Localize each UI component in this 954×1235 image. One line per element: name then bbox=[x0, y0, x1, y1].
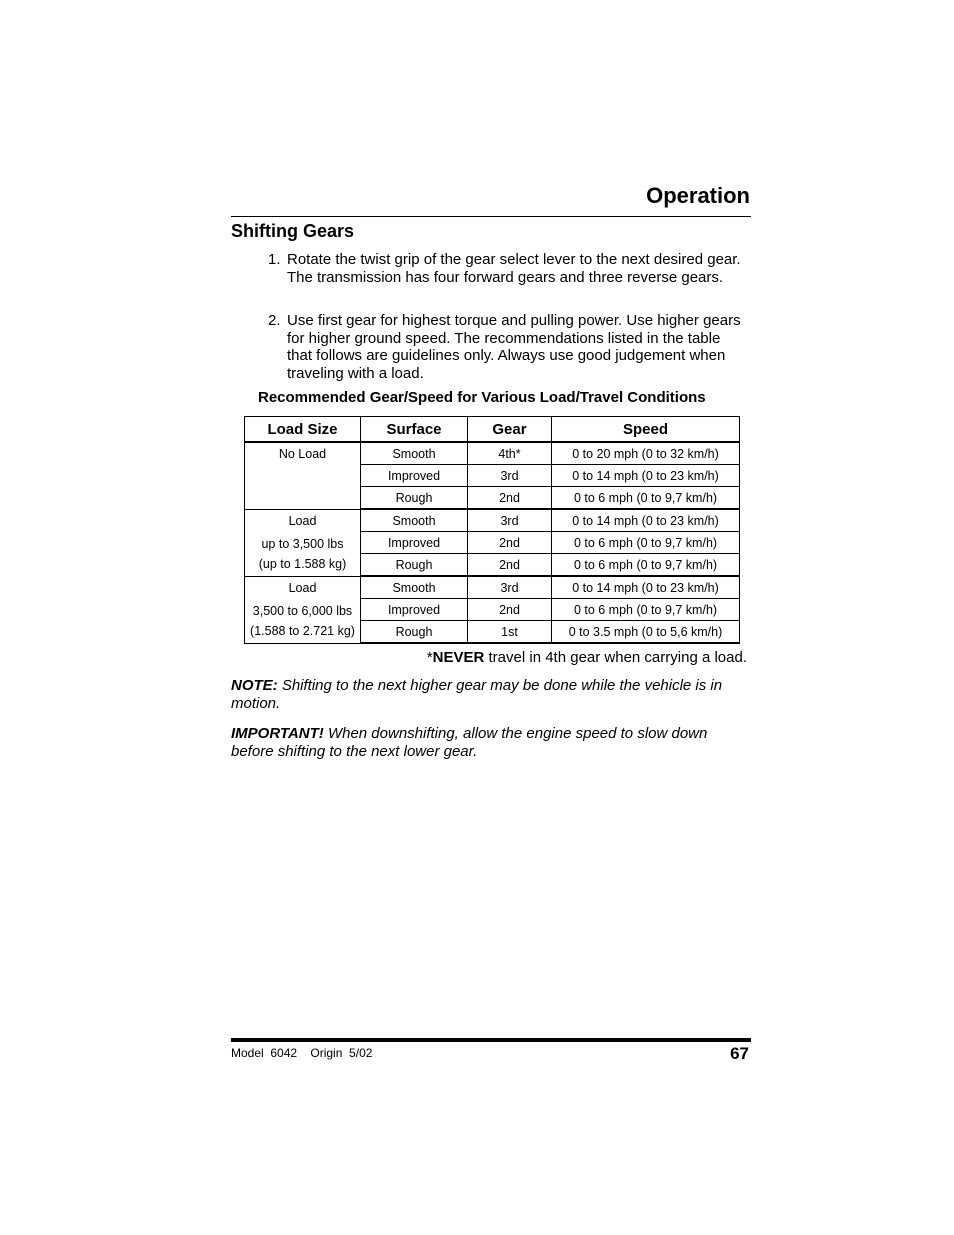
load-size-cell bbox=[245, 442, 361, 509]
step-number: 2. bbox=[268, 312, 281, 329]
surface-cell: Improved bbox=[361, 532, 468, 554]
load-line: up to 3,500 lbs bbox=[261, 536, 344, 551]
header-surface: Surface bbox=[361, 417, 468, 443]
load-line: Load bbox=[288, 513, 317, 528]
table-caption: Recommended Gear/Speed for Various Load/Travel Conditions bbox=[258, 389, 706, 406]
step-2 bbox=[268, 312, 748, 382]
step-number: 1. bbox=[268, 251, 281, 268]
page-number: 67 bbox=[730, 1044, 749, 1063]
gear-speed-table bbox=[244, 416, 740, 644]
table-row bbox=[245, 442, 740, 465]
load-line: (1.588 to 2.721 kg) bbox=[250, 623, 355, 638]
gear-cell: 1st bbox=[468, 621, 552, 644]
speed-cell: 0 to 3.5 mph (0 to 5,6 km/h) bbox=[552, 621, 740, 644]
important-text: When downshifting, allow the engine speed to slow down before shifting to the next lower gear. bbox=[231, 725, 708, 760]
surface-cell: Rough bbox=[361, 487, 468, 510]
page-header-title: Operation bbox=[646, 183, 750, 208]
footnote-asterisk: * bbox=[426, 649, 433, 666]
header-gear: Gear bbox=[468, 417, 552, 443]
surface-cell: Smooth bbox=[361, 509, 468, 532]
load-size-cell bbox=[245, 509, 361, 576]
note-label: NOTE: bbox=[231, 677, 278, 694]
gear-cell: 3rd bbox=[468, 465, 552, 487]
gear-cell: 4th* bbox=[468, 442, 552, 465]
surface-cell: Smooth bbox=[361, 442, 468, 465]
speed-cell: 0 to 20 mph (0 to 32 km/h) bbox=[552, 442, 740, 465]
header-load-size: Load Size bbox=[245, 417, 361, 443]
load-line: Load bbox=[288, 580, 317, 595]
table-footnote bbox=[427, 649, 747, 667]
step-text: Use first gear for highest torque and pulling power. Use higher gears for higher ground speed. The recommendations listed in the table that follows are guidelines only. Always use good judgement when traveling with a load. bbox=[287, 312, 741, 382]
speed-cell: 0 to 6 mph (0 to 9,7 km/h) bbox=[552, 599, 740, 621]
footer-rule bbox=[231, 1038, 751, 1042]
note-paragraph bbox=[231, 677, 751, 712]
step-text: Rotate the twist grip of the gear select lever to the next desired gear. The transmission has four forward gears and three reverse gears. bbox=[287, 251, 741, 286]
gear-cell: 2nd bbox=[468, 554, 552, 577]
header-speed: Speed bbox=[552, 417, 740, 443]
speed-cell: 0 to 6 mph (0 to 9,7 km/h) bbox=[552, 554, 740, 577]
load-line: No Load bbox=[278, 447, 327, 461]
load-line: (up to 1.588 kg) bbox=[258, 556, 347, 571]
speed-cell: 0 to 6 mph (0 to 9,7 km/h) bbox=[552, 487, 740, 510]
footnote-emphasis: NEVER bbox=[432, 649, 485, 666]
surface-cell: Smooth bbox=[361, 576, 468, 599]
speed-cell: 0 to 14 mph (0 to 23 km/h) bbox=[552, 509, 740, 532]
load-size-cell bbox=[245, 576, 361, 643]
surface-cell: Rough bbox=[361, 621, 468, 644]
surface-cell: Improved bbox=[361, 599, 468, 621]
footnote-text: travel in 4th gear when carrying a load. bbox=[484, 649, 747, 666]
table-header-row bbox=[245, 417, 740, 443]
surface-cell: Rough bbox=[361, 554, 468, 577]
gear-cell: 2nd bbox=[468, 532, 552, 554]
speed-cell: 0 to 14 mph (0 to 23 km/h) bbox=[552, 576, 740, 599]
gear-cell: 3rd bbox=[468, 576, 552, 599]
table-row bbox=[245, 576, 740, 599]
gear-cell: 2nd bbox=[468, 599, 552, 621]
section-title: Shifting Gears bbox=[231, 221, 355, 241]
table-row bbox=[245, 509, 740, 532]
footer-model-info: Model 6042 Origin 5/02 bbox=[231, 1046, 373, 1060]
important-label: IMPORTANT! bbox=[231, 725, 324, 742]
step-1 bbox=[268, 251, 748, 286]
surface-cell: Improved bbox=[361, 465, 468, 487]
gear-cell: 2nd bbox=[468, 487, 552, 510]
speed-cell: 0 to 14 mph (0 to 23 km/h) bbox=[552, 465, 740, 487]
load-line: 3,500 to 6,000 lbs bbox=[252, 603, 353, 618]
header-rule bbox=[231, 216, 751, 217]
gear-cell: 3rd bbox=[468, 509, 552, 532]
note-text: Shifting to the next higher gear may be done while the vehicle is in motion. bbox=[231, 677, 723, 712]
speed-cell: 0 to 6 mph (0 to 9,7 km/h) bbox=[552, 532, 740, 554]
important-paragraph bbox=[231, 725, 751, 760]
